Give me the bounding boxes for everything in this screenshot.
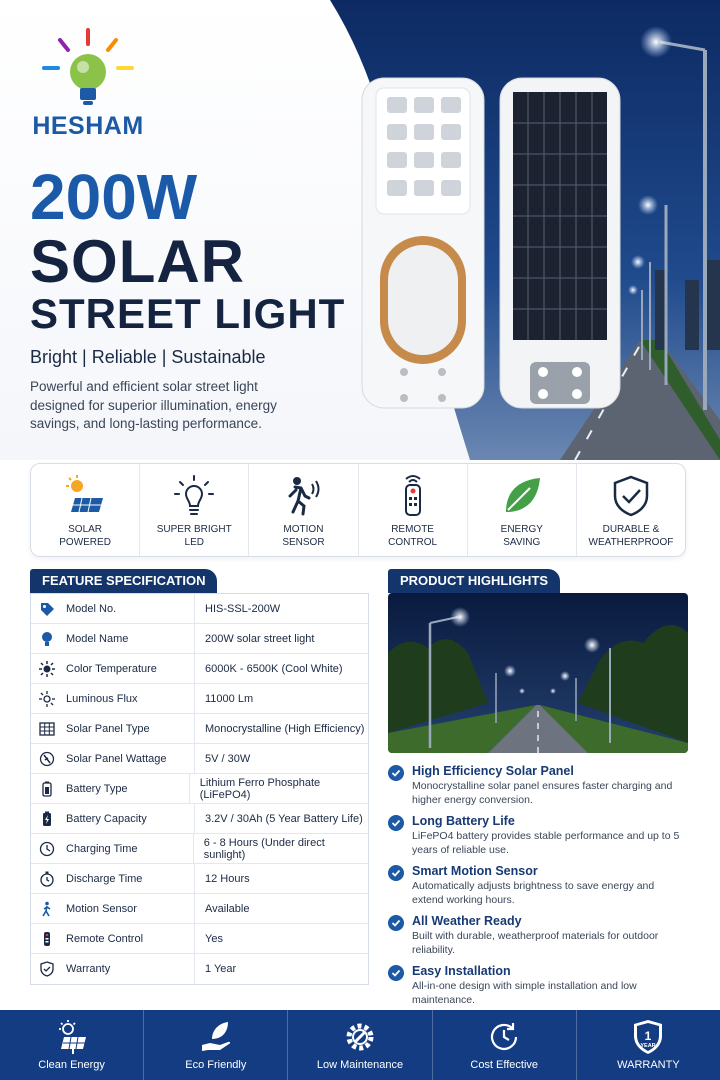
brand-logo xyxy=(28,28,148,143)
shield-check-icon xyxy=(39,961,55,977)
highlight-desc: Automatically adjusts brightness to save energy and extend working hours. xyxy=(412,880,655,906)
highlight-desc: All-in-one design with simple installation and low maintenance. xyxy=(412,980,637,1006)
feature-remote-control xyxy=(359,464,468,556)
spec-value: Monocrystalline (High Efficiency) xyxy=(205,722,365,735)
solar-sun-icon xyxy=(54,1019,90,1055)
hero-section xyxy=(0,0,720,460)
list-item xyxy=(388,964,688,1007)
clock-arrow-icon xyxy=(486,1019,522,1055)
list-item xyxy=(388,764,688,807)
footer-label: WARRANTY xyxy=(617,1059,680,1071)
table-row xyxy=(31,804,368,834)
warranty-number: 1 xyxy=(645,1029,652,1043)
tagline: Bright | Reliable | Sustainable xyxy=(30,347,266,367)
table-row xyxy=(31,774,368,804)
highlight-desc: LiFePO4 battery provides stable performance and up to 5 years of reliable use. xyxy=(412,830,680,856)
spec-key: Battery Type xyxy=(66,782,128,795)
footer-clean-energy xyxy=(0,1010,144,1080)
highlight-title: Long Battery Life xyxy=(412,814,515,828)
warranty-shield-icon xyxy=(630,1019,666,1055)
spec-value: 1 Year xyxy=(205,963,237,975)
highlights-list xyxy=(388,764,688,1014)
spec-heading: FEATURE SPECIFICATION xyxy=(30,569,217,593)
highlight-desc: Monocrystalline solar panel ensures faster charging and higher energy conversion. xyxy=(412,780,673,806)
walking-icon xyxy=(39,901,55,917)
brand-name: HESHAM xyxy=(32,112,144,140)
grid-icon xyxy=(39,721,55,737)
stopwatch-icon xyxy=(39,871,55,887)
table-row xyxy=(31,954,368,984)
highlight-title: High Efficiency Solar Panel xyxy=(412,764,574,778)
footer-cost-effective xyxy=(433,1010,577,1080)
clock-icon xyxy=(39,841,55,857)
motion-icon xyxy=(281,474,325,518)
panel-wattage-icon xyxy=(39,751,55,767)
table-row xyxy=(31,864,368,894)
table-row xyxy=(31,744,368,774)
footer-warranty xyxy=(577,1010,720,1080)
spec-value: 11000 Lm xyxy=(205,692,254,705)
footer-label: Eco Friendly xyxy=(185,1059,247,1071)
hand-leaf-icon xyxy=(198,1019,234,1055)
spec-value: HIS-SSL-200W xyxy=(205,602,281,615)
bulb-icon xyxy=(39,631,55,647)
footer-label: Clean Energy xyxy=(38,1059,105,1071)
check-circle-icon xyxy=(388,865,404,881)
feature-label: SUPER BRIGHT LED xyxy=(156,524,232,548)
sun-outline-icon xyxy=(39,691,55,707)
spec-value: 12 Hours xyxy=(205,872,250,885)
remote-icon xyxy=(391,474,435,518)
spec-key: Model No. xyxy=(66,602,117,615)
footer-low-maintenance xyxy=(288,1010,432,1080)
feature-energy-saving xyxy=(468,464,577,556)
list-item xyxy=(388,864,688,907)
spec-key: Discharge Time xyxy=(66,872,143,885)
table-row xyxy=(31,624,368,654)
check-circle-icon xyxy=(388,765,404,781)
spec-table xyxy=(30,593,369,985)
spec-key: Battery Capacity xyxy=(66,812,147,825)
shield-icon xyxy=(609,474,653,518)
check-circle-icon xyxy=(388,915,404,931)
spec-key: Solar Panel Type xyxy=(66,722,150,735)
footer-label: Low Maintenance xyxy=(316,1059,404,1071)
highlights-heading: PRODUCT HIGHLIGHTS xyxy=(388,569,560,593)
spec-value: Lithium Ferro Phosphate (LiFePO4) xyxy=(199,776,321,801)
solar-panel-icon xyxy=(63,474,107,518)
spec-key: Motion Sensor xyxy=(66,902,137,915)
feature-label: REMOTE CONTROL xyxy=(388,524,438,548)
feature-label: SOLAR POWERED xyxy=(59,524,111,548)
feature-label: DURABLE & WEATHERPROOF xyxy=(588,524,674,548)
gear-wrench-icon xyxy=(342,1019,378,1055)
remote-icon xyxy=(39,931,55,947)
check-circle-icon xyxy=(388,965,404,981)
spec-value: 3.2V / 30Ah (5 Year Battery Life) xyxy=(205,812,363,825)
table-row xyxy=(31,834,368,864)
feature-label: MOTION SENSOR xyxy=(282,524,325,548)
list-item xyxy=(388,814,688,857)
spec-value: 200W solar street light xyxy=(205,632,315,645)
bulb-icon xyxy=(172,474,216,518)
spec-key: Color Temperature xyxy=(66,662,157,675)
highlight-title: All Weather Ready xyxy=(412,914,522,928)
table-row xyxy=(31,654,368,684)
spec-key: Charging Time xyxy=(66,842,138,855)
sun-icon xyxy=(39,661,55,677)
hero-description: Powerful and efficient solar street light designed for superior illumination, energy savings, and long-lasting performance. xyxy=(30,379,277,431)
spec-value: 5V / 30W xyxy=(205,752,251,765)
bulb-logo-icon xyxy=(28,28,148,112)
spec-key: Model Name xyxy=(66,632,129,645)
footer-bar xyxy=(0,1010,720,1080)
title-solar: SOLAR xyxy=(30,228,245,295)
battery-charge-icon xyxy=(39,811,55,827)
spec-key: Warranty xyxy=(66,963,111,975)
table-row xyxy=(31,714,368,744)
spec-value: 6 - 8 Hours (Under direct sunlight) xyxy=(203,836,325,861)
leaf-icon xyxy=(500,474,544,518)
footer-label: Cost Effective xyxy=(470,1059,539,1071)
table-row xyxy=(31,894,368,924)
highlight-title: Smart Motion Sensor xyxy=(412,864,538,878)
spec-key: Solar Panel Wattage xyxy=(66,752,167,765)
table-row xyxy=(31,684,368,714)
feature-super-bright xyxy=(140,464,249,556)
features-bar xyxy=(30,463,686,557)
spec-key: Luminous Flux xyxy=(66,692,138,705)
title-street-light: STREET LIGHT xyxy=(30,290,346,337)
spec-value: 6000K - 6500K (Cool White) xyxy=(205,662,343,675)
spec-value: Yes xyxy=(205,932,223,945)
warranty-word: YEAR xyxy=(640,1043,657,1049)
table-row xyxy=(31,594,368,624)
feature-label: ENERGY SAVING xyxy=(500,524,543,548)
highlight-desc: Built with durable, weatherproof materials for outdoor reliability. xyxy=(412,930,659,956)
feature-durable xyxy=(577,464,685,556)
footer-eco-friendly xyxy=(144,1010,288,1080)
tag-icon xyxy=(39,601,55,617)
table-row xyxy=(31,924,368,954)
check-circle-icon xyxy=(388,815,404,831)
spec-key: Remote Control xyxy=(66,932,144,945)
night-street-photo xyxy=(388,593,688,753)
highlight-title: Easy Installation xyxy=(412,964,511,978)
feature-solar-powered xyxy=(31,464,140,556)
battery-icon xyxy=(39,781,55,797)
title-wattage: 200W xyxy=(30,161,198,233)
spec-value: Available xyxy=(205,902,250,915)
feature-motion-sensor xyxy=(249,464,358,556)
list-item xyxy=(388,914,688,957)
